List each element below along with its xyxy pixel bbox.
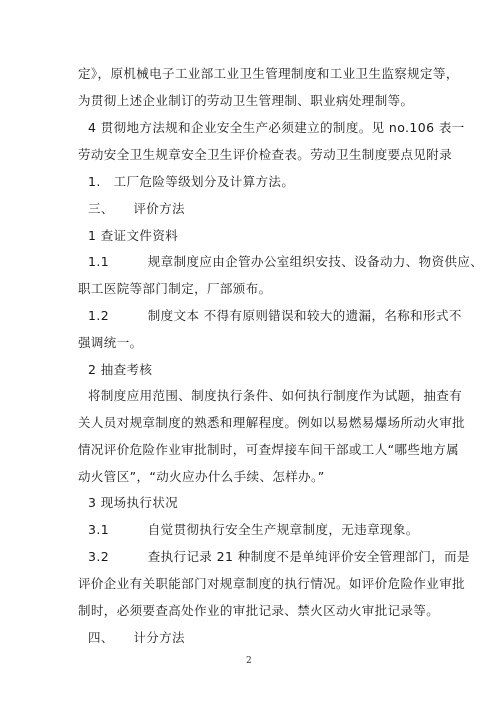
page-number: 2 (246, 656, 252, 666)
subsection-heading: 3 现场执行状况 (88, 495, 179, 510)
section-heading: 三、 评价方法 (88, 201, 185, 216)
paragraph-line: 关人员对规章制度的熟悉和理解程度。例如以易燃易爆场所动火审批 (78, 415, 466, 430)
subsection-heading: 2 抽查考核 (88, 362, 153, 377)
section-heading: 四、 计分方法 (88, 630, 185, 645)
paragraph-line: 3.1 自觉贯彻执行安全生产规章制度，无违章现象。 (88, 522, 419, 537)
paragraph-line: 动火管区”，“动火应办什么手续、怎样办。” (78, 469, 325, 484)
paragraph-line: 将制度应用范围、制度执行条件、如何执行制度作为试题，抽查有 (88, 388, 463, 403)
paragraph-line: 1. 工厂危险等级划分及计算方法。 (88, 174, 295, 189)
paragraph-line: 1.1 规章制度应由企管办公室组织安技、设备动力、物资供应、 (88, 254, 484, 269)
paragraph-line: 4 贯彻地方法规和企业安全生产必须建立的制度。见 no.106 表一 (88, 120, 465, 135)
paragraph-line: 劳动安全卫生规章安全卫生评价检查表。劳动卫生制度要点见附录 (78, 147, 453, 162)
subsection-heading: 1 查证文件资料 (88, 228, 179, 243)
paragraph-line: 制时，必须要查高处作业的审批记录、禁火区动火审批记录等。 (78, 603, 440, 618)
paragraph-line: 为贯彻上述企业制订的劳动卫生管理制、职业病处理制等。 (78, 93, 414, 108)
paragraph-line: 情况评价危险作业审批制时，可查焊接车间干部或工人“哪些地方属 (78, 442, 459, 457)
paragraph-line: 职工医院等部门制定，厂部颁布。 (78, 281, 272, 296)
paragraph-line: 3.2 查执行记录 21 种制度不是单纯评价安全管理部门，而是 (88, 549, 470, 564)
paragraph-line: 评价企业有关职能部门对规章制度的执行情况。如评价危险作业审批 (78, 576, 466, 591)
paragraph-line: 1.2 制度文本 不得有原则错误和较大的遗漏，名称和形式不 (88, 308, 462, 323)
paragraph-line: 定》，原机械电子工业部工业卫生管理制度和工业卫生监察规定等， (78, 66, 459, 81)
paragraph-line: 强调统一。 (78, 335, 143, 350)
